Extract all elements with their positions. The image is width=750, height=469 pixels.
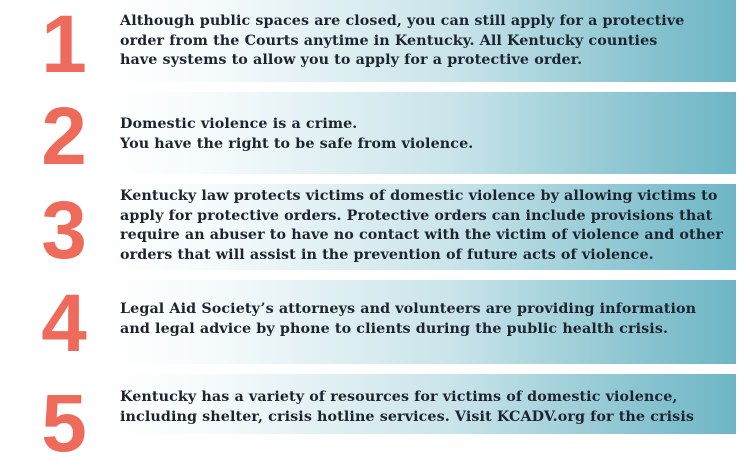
item-5-line-1: Kentucky has a variety of resources for victims of domestic violence, [120, 389, 678, 405]
item-number-4: 4 [41, 278, 87, 369]
item-text-5 [120, 388, 726, 427]
item-number-3: 3 [41, 185, 87, 276]
item-4-line-1: Legal Aid Society’s attorneys and volunteers are providing information [120, 301, 697, 317]
item-1-line-3: have systems to allow you to apply for a protective order. [120, 52, 583, 68]
item-number-1: 1 [41, 0, 87, 90]
item-text-3 [120, 187, 726, 265]
item-text-4 [120, 300, 726, 339]
item-1-line-1: Although public spaces are closed, you can still apply for a protective [120, 13, 685, 29]
item-number-2: 2 [41, 91, 87, 182]
item-3-line-4: orders that will assist in the prevention of future acts of violence. [120, 246, 654, 263]
item-number-5: 5 [41, 378, 87, 469]
item-text-2 [120, 115, 726, 154]
item-3-line-1: Kentucky law protects victims of domestic violence by allowing victims to [120, 188, 718, 204]
item-2-line-2: You have the right to be safe from violence. [120, 135, 474, 152]
item-text-1 [120, 12, 726, 71]
item-2-line-1: Domestic violence is a crime. [120, 116, 358, 132]
item-5-line-2: including shelter, crisis hotline services. Visit KCADV.org for the crisis [120, 408, 695, 425]
item-3-line-3: require an abuser to have no contact with the victim of violence and other [120, 227, 724, 243]
item-4-line-2: and legal advice by phone to clients during the public health crisis. [120, 320, 669, 337]
item-1-line-2: order from the Courts anytime in Kentucky. All Kentucky counties [120, 32, 658, 49]
item-3-line-2: apply for protective orders. Protective orders can include provisions that [120, 207, 713, 224]
